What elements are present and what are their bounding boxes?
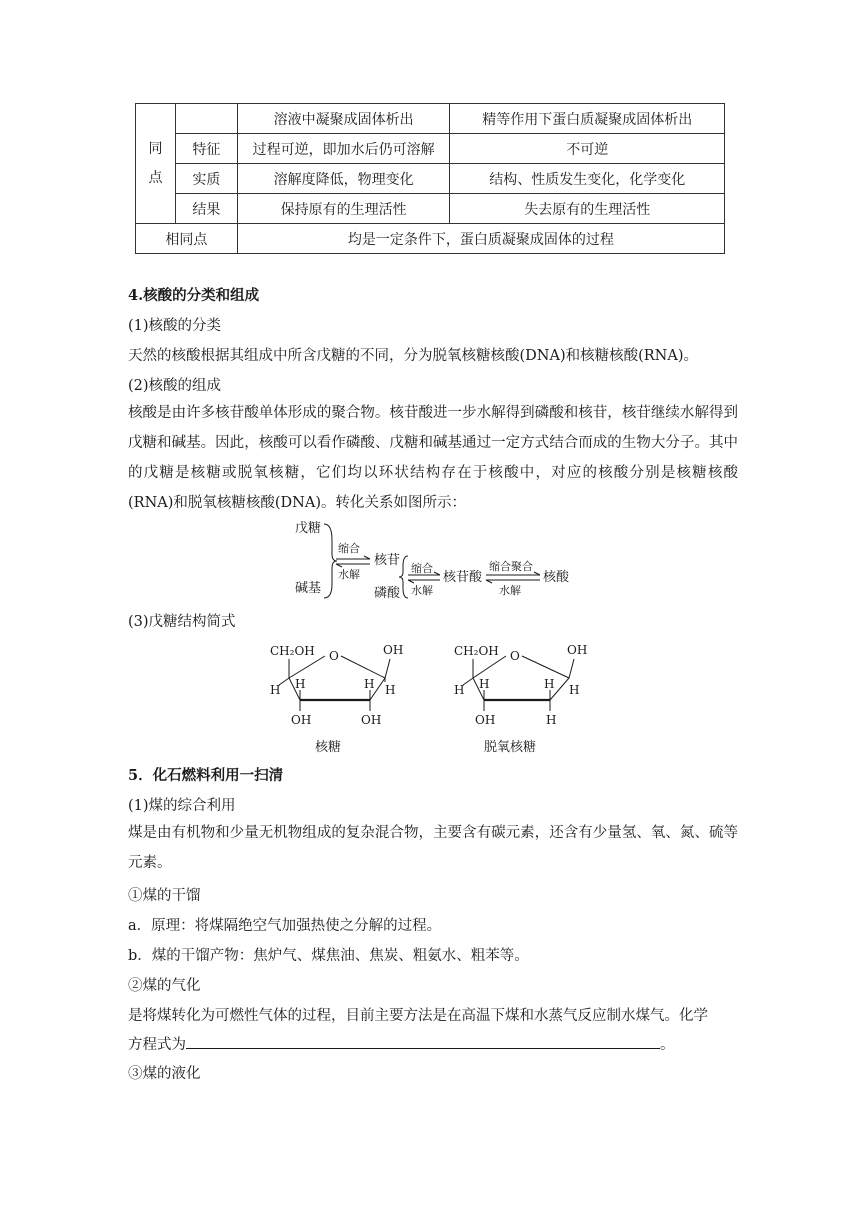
base-label: 碱基 (295, 581, 322, 596)
condense-label-3: 缩合聚合 (489, 560, 533, 573)
hydrolyze-label-1: 水解 (338, 568, 360, 581)
table-cell: 溶液中凝聚成固体析出 (237, 104, 450, 134)
equation-suffix: 。 (660, 1037, 675, 1053)
dry-distillation-products: b．煤的干馏产物：焦炉气、煤焦油、焦炭、粗氨水、粗苯等。 (128, 948, 529, 964)
table-row-header (136, 104, 176, 224)
oh-label: OH (567, 643, 588, 657)
section-5-title: 5．化石燃料利用一扫清 (128, 767, 284, 784)
table-cell: 实质 (175, 164, 237, 194)
subheading-gasification: ②煤的气化 (128, 978, 201, 994)
nucleic-acid-label: 核酸 (543, 570, 570, 585)
deoxyribose-structure (446, 638, 606, 758)
table-row (136, 164, 725, 194)
ribose-caption: 核糖 (315, 740, 342, 755)
h-label: H (270, 683, 281, 697)
gasification-text: 是将煤转化为可燃性气体的过程，目前主要方法是在高温下煤和水蒸气反应制水煤气。化学 (128, 1008, 708, 1024)
bond (341, 656, 385, 678)
same-value: 均是一定条件下，蛋白质凝聚成固体的过程 (237, 224, 724, 254)
bond (463, 678, 473, 685)
subheading-composition: (2)核酸的组成 (128, 378, 222, 394)
table-cell: 结构、性质发生变化，化学变化 (450, 164, 725, 194)
paragraph-classification: 天然的核酸根据其组成中所含戊糖的不同，分为脱氧核糖核酸(DNA)和核糖核酸(RNA)。 (128, 348, 698, 364)
bond (279, 678, 289, 685)
h-label: H (454, 683, 465, 697)
paragraph-composition: 核酸是由许多核苷酸单体形成的聚合物。核苷酸进一步水解得到磷酸和核苷，核苷继续水解得到戊糖和碱基。因此，核酸可以看作磷酸、戊糖和碱基通过一定方式结合而成的生物大分子。其中的戊糖是核糖或脱氧核糖，它们均以环状结构存在于核酸中，对应的核酸分别是核糖核酸(RNA)和脱氧核糖核酸(DNA)。转化关系如图所示： (128, 405, 738, 511)
table-row (136, 104, 725, 134)
table-cell: 保持原有的生理活性 (237, 194, 450, 224)
table-row (136, 134, 725, 164)
table-cell: 精等作用下蛋白质凝聚成固体析出 (450, 104, 725, 134)
paragraph-coal: 煤是由有机物和少量无机物组成的复杂混合物，主要含有碳元素，还含有少量氢、氧、氮、硫等元素。 (128, 825, 738, 871)
table-cell: 特征 (175, 134, 237, 164)
nucleotide-label: 核苷酸 (443, 570, 483, 585)
table-cell: 过程可逆，即加水后仍可溶解 (237, 134, 450, 164)
equation-blank[interactable] (186, 1032, 660, 1049)
bond (289, 656, 325, 678)
h-label: H (295, 677, 306, 691)
oh-label: OH (475, 713, 496, 727)
subheading-liquefaction: ③煤的液化 (128, 1066, 201, 1082)
phosphate-label: 磷酸 (374, 586, 401, 601)
left-brace (324, 524, 337, 598)
bond (473, 656, 506, 678)
right-brace (399, 556, 408, 598)
bond (569, 659, 574, 678)
subheading-dry-distillation: ①煤的干馏 (128, 888, 201, 904)
equation-line (128, 1032, 675, 1054)
dry-distillation-principle: a．原理：将煤隔绝空气加强热使之分解的过程。 (128, 918, 442, 934)
hydrolyze-label-2: 水解 (411, 584, 433, 597)
table-row (136, 194, 725, 224)
bond (522, 656, 569, 678)
table-cell: 溶解度降低，物理变化 (237, 164, 450, 194)
oh-label: OH (383, 643, 404, 657)
table-cell: 失去原有的生理活性 (450, 194, 725, 224)
subheading-coal-utilization: (1)煤的综合利用 (128, 798, 236, 814)
subheading-classification: (1)核酸的分类 (128, 318, 222, 334)
table-cell (175, 104, 237, 134)
comparison-table (135, 103, 725, 254)
section-4-title: 4.核酸的分类和组成 (128, 287, 260, 304)
condense-label-1: 缩合 (338, 542, 360, 555)
ring-oxygen-label: O (510, 649, 520, 663)
bond (385, 659, 390, 678)
table-cell: 不可逆 (450, 134, 725, 164)
oh-label: OH (291, 713, 312, 727)
ch2oh-label: CH₂OH (454, 644, 499, 658)
h-label: H (385, 683, 396, 697)
pentose-label: 戊糖 (295, 521, 322, 536)
subheading-pentose-structure: (3)戊糖结构简式 (128, 614, 236, 630)
table-row (136, 224, 725, 254)
h-label: H (569, 683, 580, 697)
h-label: H (364, 677, 375, 691)
same-label: 相同点 (136, 224, 238, 254)
ribose-structure (262, 638, 422, 758)
h-label: H (546, 713, 557, 727)
deoxyribose-caption: 脱氧核糖 (484, 740, 537, 755)
ch2oh-label: CH₂OH (270, 644, 315, 658)
conversion-diagram (290, 514, 590, 604)
table-cell: 结果 (175, 194, 237, 224)
hydrolyze-label-3: 水解 (499, 584, 521, 597)
ring-oxygen-label: O (329, 649, 339, 663)
h-label: H (544, 677, 555, 691)
diff-label: 同点 (148, 140, 163, 186)
condense-label-2: 缩合 (411, 562, 433, 575)
equation-prefix: 方程式为 (128, 1037, 186, 1053)
oh-label: OH (361, 713, 382, 727)
h-label: H (479, 677, 490, 691)
nucleoside-label: 核苷 (374, 553, 401, 568)
